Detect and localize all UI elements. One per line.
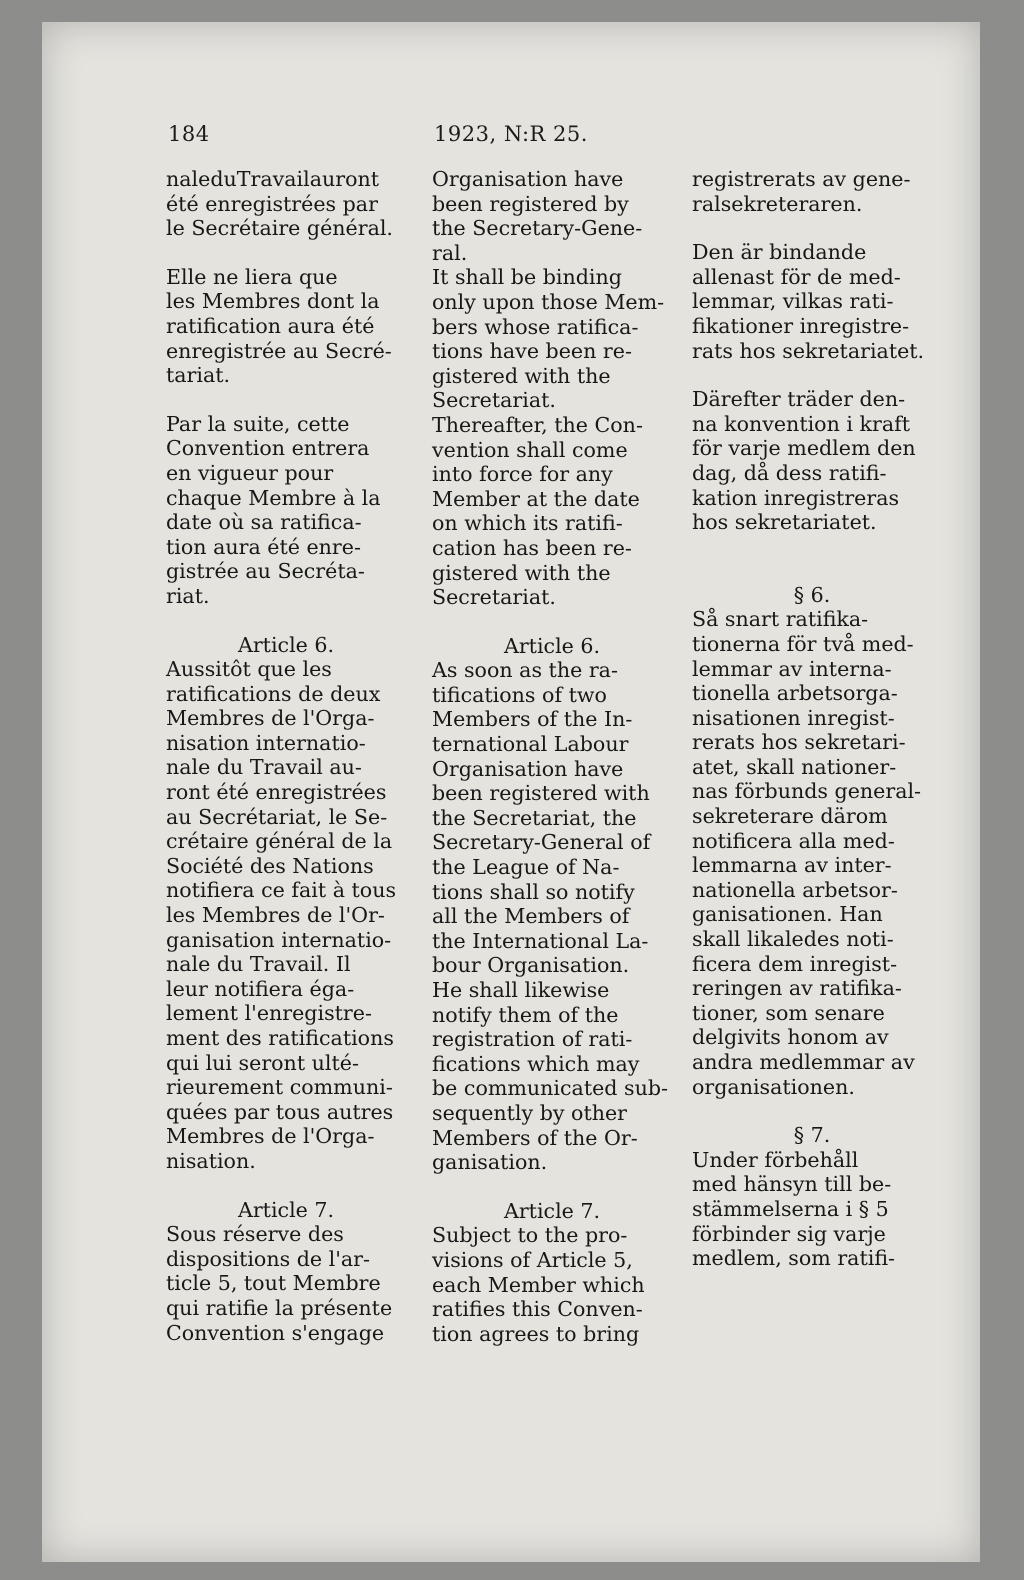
paragraph: Den är bindande allenast för de med- lemmar, vilkas rati- fikationer inregistre- rats hos sekretariatet. bbox=[692, 240, 925, 363]
paragraph: naleduTravailauront été enregistrées par le Secrétaire général. bbox=[166, 167, 393, 241]
paragraph: As soon as the ra- tifications of two Members of the In- ternational Labour Organisation have been registered with the Secretariat, the Secretary-General of the League of Na- tions shall so notify all the Members of the International La- bour Organisation. He shall likewise notify them of the registration of rati- fications which may be communicated sub- sequently by other Members of the Or- ganisation. bbox=[432, 658, 668, 1175]
column-english bbox=[432, 167, 672, 1346]
paragraph: Under förbehåll med hänsyn till be- stämmelserna i § 5 förbinder sig varje medlem, som ratifi- bbox=[692, 1147, 896, 1271]
paragraph: Därefter träder den- na konvention i kraft för varje medlem den dag, då dess ratifi- kation inregistreras hos sekretariatet. bbox=[692, 387, 916, 535]
paragraph: registrerats av gene- ralsekreteraren. bbox=[692, 167, 911, 216]
document-page bbox=[42, 22, 980, 1562]
paragraph: Thereafter, the Con- vention shall come into force for any Member at the date on which its ratifi- cation has been re- gistered with the Secretariat. bbox=[432, 412, 643, 610]
article-6-heading: Article 6. bbox=[503, 633, 601, 658]
section-6-heading: § 6. bbox=[793, 582, 831, 607]
article-7-heading: Article 7. bbox=[237, 1197, 335, 1222]
column-swedish bbox=[692, 167, 932, 1271]
paragraph: Organisation have been registered by the Secretary-Gene- ral. bbox=[432, 167, 643, 265]
article-7-heading: Article 7. bbox=[503, 1198, 601, 1223]
page-header-title: 1923, N:R 25. bbox=[434, 122, 588, 146]
paragraph: Par la suite, cette Convention entrera en vigueur pour chaque Membre à la date où sa ratifica- tion aura été enre- gistrée au Secréta- riat. bbox=[166, 411, 381, 608]
page-number: 184 bbox=[168, 122, 210, 146]
paragraph: Subject to the pro- visions of Article 5, each Member which ratifies this Conven- tion agrees to bring bbox=[432, 1223, 645, 1346]
paragraph: Så snart ratifika- tionerna för två med- lemmar av interna- tionella arbetsorga- nisationen inregist- rerats hos sekretari- atet, skall nationer- nas förbunds general- sekreterare därom notificera alla med- lemmarna av inter- nationella arbetsor- ganisationen. Han skall likaledes noti- ficera dem inregist- reringen av ratifika- tioner, som senare delgivits honom av andra medlemmar av organisationen. bbox=[692, 607, 922, 1099]
paragraph: Sous réserve des dispositions de l'ar- ticle 5, tout Membre qui ratifie la présente Convention s'engage bbox=[166, 1222, 393, 1345]
paragraph: Elle ne liera que les Membres dont la ratification aura été enregistrée au Secré- tariat. bbox=[166, 264, 392, 388]
paragraph: It shall be binding only upon those Mem- bers whose ratifica- tions have been re- gistered with the Secretariat. bbox=[432, 265, 665, 413]
section-7-heading: § 7. bbox=[793, 1123, 831, 1148]
paragraph: Aussitôt que les ratifications de deux Membres de l'Orga- nisation internatio- nale du Travail au- ront été enregistrées au Secrétariat, le Se- crétaire général de la Société des Nations notifiera ce fait à tous les Membres de l'Or- ganisation internatio- nale du Travail. Il leur notifiera éga- lement l'enregistre- ment des ratifications qui lui seront ulté- rieurement communi- quées par tous autres Membres de l'Orga- nisation. bbox=[166, 657, 397, 1173]
article-6-heading: Article 6. bbox=[237, 632, 335, 657]
column-french bbox=[166, 167, 406, 1345]
